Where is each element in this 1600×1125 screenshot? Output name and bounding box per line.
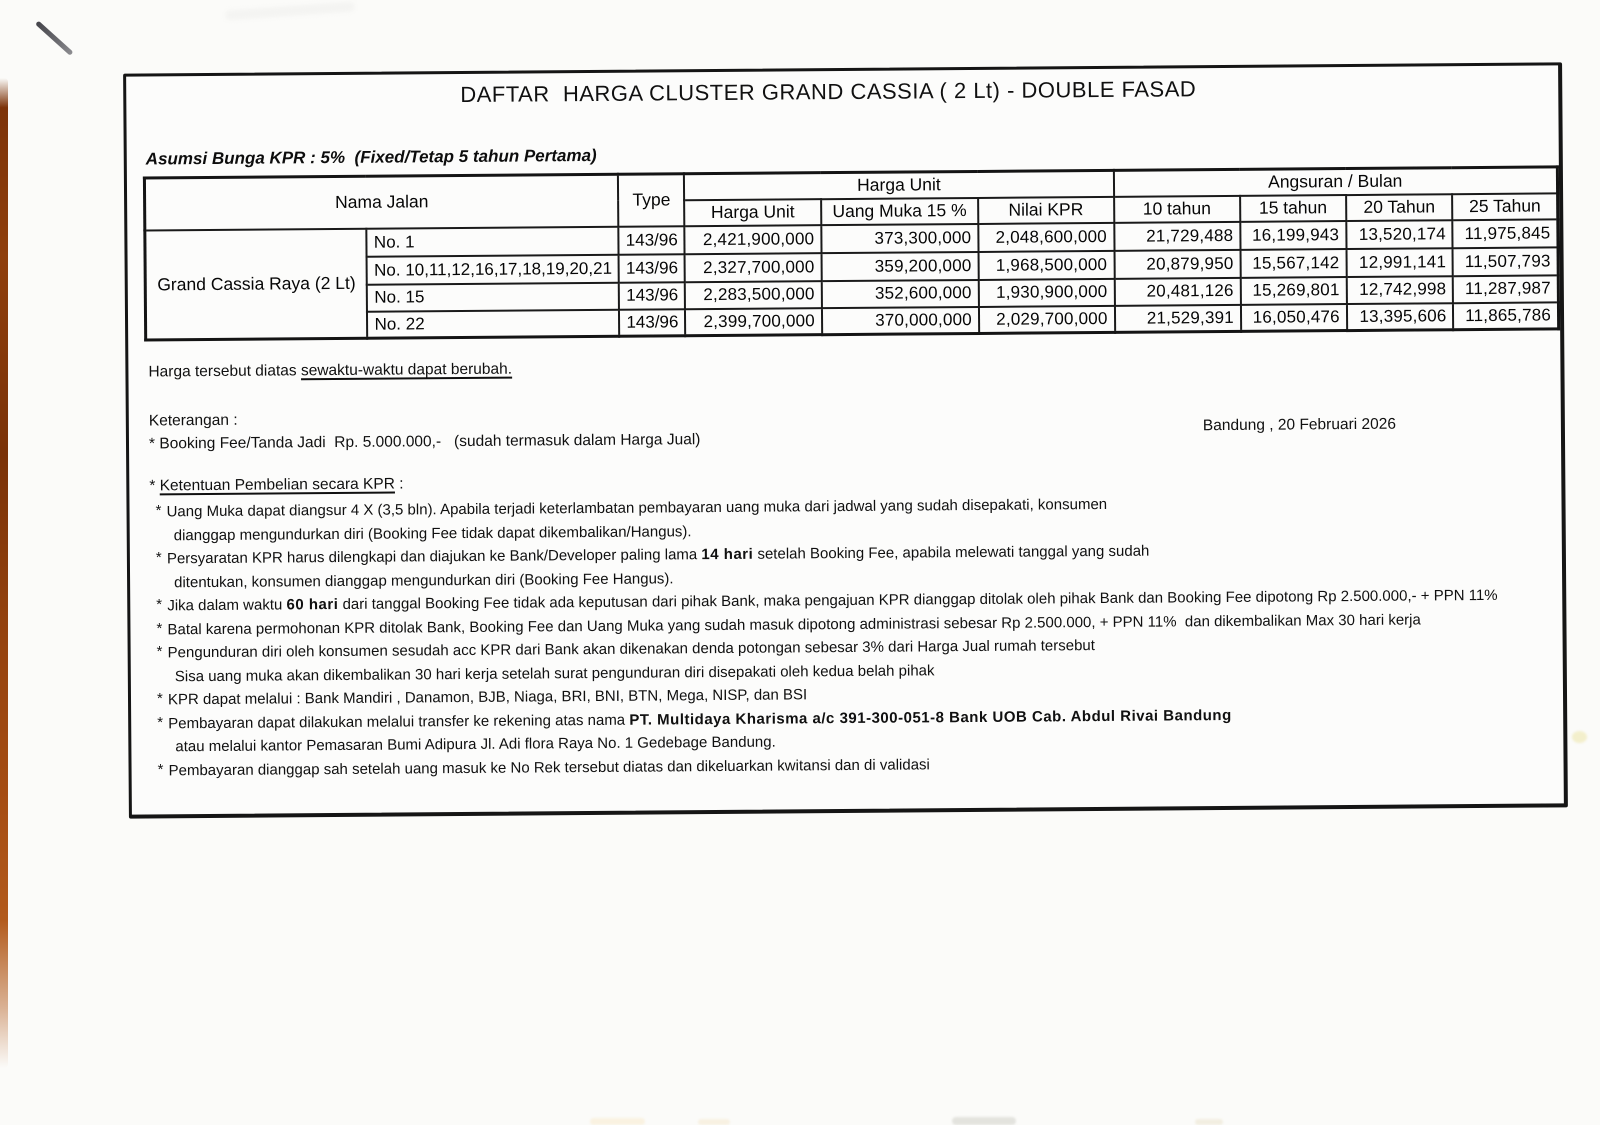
uang-muka-cell: 370,000,000: [822, 306, 979, 334]
kpr-terms-heading: [149, 475, 403, 495]
type-cell: 143/96: [619, 282, 685, 310]
angsuran-20th-cell: 13,395,606: [1347, 303, 1454, 331]
header-angsuran-group: Angsuran / Bulan: [1113, 167, 1557, 196]
kpr-term-line-continuation: ditentukan, konsumen dianggap mengundurkan diri (Booking Fee Hangus).: [174, 569, 674, 591]
angsuran-10th-cell: 20,481,126: [1114, 277, 1241, 305]
angsuran-15th-cell: 16,199,943: [1240, 221, 1346, 250]
angsuran-10th-cell: 20,879,950: [1114, 249, 1241, 278]
kpr-term-line: * Jika dalam waktu 60 hari dari tanggal Booking Fee tidak ada keputusan dari pihak Bank, maka pengajuan KPR dianggap ditolak oleh pihak Bank dan Booking Fee dipotong Rp 2.500.000,- + PPN 11%: [156, 586, 1498, 615]
scan-bottom-smudge: [952, 1117, 1016, 1125]
header-uang-muka: Uang Muka 15 %: [821, 197, 978, 224]
type-cell: 143/96: [619, 309, 685, 337]
nilai-kpr-cell: 1,930,900,000: [979, 278, 1115, 306]
document-title: DAFTAR HARGA CLUSTER GRAND CASSIA ( 2 Lt) - DOUBLE FASAD: [460, 76, 1197, 108]
scan-top-smudge: [225, 1, 355, 20]
city-date: Bandung , 20 Februari 2026: [1202, 415, 1396, 435]
header-harga-unit: Harga Unit: [684, 199, 821, 226]
angsuran-10th-cell: 21,529,391: [1114, 304, 1241, 332]
kpr-term-line: * KPR dapat melalui : Bank Mandiri , Danamon, BJB, Niaga, BRI, BNI, BTN, Mega, NISP, dan BSI: [156, 686, 808, 709]
kpr-term-line: * Pengunduran diri oleh konsumen sesudah acc KPR dari Bank akan dikenakan denda potongan sebesar 3% dari Harga Jual rumah tersebut: [156, 637, 1095, 662]
header-nama-jalan: Nama Jalan: [144, 174, 618, 230]
scan-bottom-smudge: [590, 1118, 645, 1125]
uang-muka-cell: 352,600,000: [822, 279, 979, 307]
street-cell: No. 22: [367, 309, 619, 338]
street-cell: No. 10,11,12,16,17,18,19,20,21: [367, 254, 619, 284]
kpr-term-line: * Pembayaran dapat dilakukan melalui transfer ke rekening atas nama PT. Multidaya Kharisma a/c 391-300-051-8 Bank UOB Cab. Abdul Rivai Bandung: [157, 706, 1232, 732]
harga-unit-cell: 2,283,500,000: [685, 281, 822, 309]
angsuran-15th-cell: 16,050,476: [1241, 304, 1347, 332]
harga-unit-cell: 2,421,900,000: [685, 225, 822, 254]
kpr-terms-star: *: [149, 477, 160, 495]
scan-bottom-smudge: [698, 1119, 730, 1125]
price-change-note-prefix: Harga tersebut diatas: [148, 362, 302, 381]
angsuran-25th-cell: 11,507,793: [1453, 247, 1558, 276]
street-cell: No. 1: [367, 226, 619, 256]
header-15-tahun: 15 tahun: [1240, 195, 1346, 222]
angsuran-15th-cell: 15,567,142: [1240, 249, 1346, 278]
document-frame: [123, 62, 1568, 818]
price-change-note-underlined: sewaktu-waktu dapat berubah.: [300, 360, 513, 380]
kpr-terms-list: [129, 489, 1551, 782]
type-cell: 143/96: [619, 254, 685, 283]
kpr-term-line: * Persyaratan KPR harus dilengkapi dan diajukan ke Bank/Developer paling lama 14 hari setelah Booking Fee, apabila melewati tanggal yang sudah: [155, 542, 1150, 568]
nilai-kpr-cell: 2,048,600,000: [978, 222, 1114, 251]
scan-right-dot: [1572, 731, 1587, 743]
kpr-term-line: * Uang Muka dapat diangsur 4 X (3,5 bln). Apabila terjadi keterlambatan pembayaran uang muka dari jadwal yang sudah disepakati, konsumen: [155, 495, 1108, 521]
header-harga-unit-group: Harga Unit: [684, 170, 1113, 199]
pen-stroke-mark: [35, 21, 73, 56]
keterangan-label: Keterangan :: [148, 411, 238, 430]
header-20-tahun: 20 Tahun: [1346, 194, 1453, 221]
header-25-tahun: 25 Tahun: [1453, 193, 1558, 220]
header-nilai-kpr: Nilai KPR: [978, 196, 1114, 223]
type-cell: 143/96: [619, 226, 685, 255]
scan-bottom-smudge: [1195, 1119, 1223, 1125]
harga-unit-cell: 2,399,700,000: [685, 308, 822, 336]
angsuran-25th-cell: 11,975,845: [1453, 219, 1558, 248]
uang-muka-cell: 359,200,000: [821, 251, 978, 280]
nilai-kpr-cell: 1,968,500,000: [978, 250, 1114, 279]
scan-left-edge-strip: [0, 78, 8, 1068]
header-type: Type: [618, 174, 684, 227]
price-table: [143, 165, 1560, 341]
kpr-terms-heading-text: Ketentuan Pembelian secara KPR: [159, 475, 395, 495]
street-cell: No. 15: [367, 282, 619, 311]
header-10-tahun: 10 tahun: [1114, 195, 1241, 222]
kpr-term-line: * Pembayaran dianggap sah setelah uang masuk ke No Rek tersebut diatas dan dikeluarkan kwitansi dan di validasi: [157, 755, 930, 779]
price-change-note: [148, 361, 512, 382]
booking-fee-note: * Booking Fee/Tanda Jadi Rp. 5.000.000,- (sudah termasuk dalam Harga Jual): [148, 431, 701, 453]
angsuran-10th-cell: 21,729,488: [1114, 221, 1241, 250]
angsuran-25th-cell: 11,865,786: [1453, 302, 1558, 330]
kpr-term-line-continuation: atau melalui kantor Pemasaran Bumi Adipura Jl. Adi flora Raya No. 1 Gedebage Bandung.: [175, 733, 776, 756]
angsuran-15th-cell: 15,269,801: [1241, 277, 1347, 305]
kpr-term-line-continuation: Sisa uang muka akan dikembalikan 30 hari kerja setelah surat pengunduran diri disepakati oleh kedua belah pihak: [174, 661, 935, 685]
nilai-kpr-cell: 2,029,700,000: [979, 305, 1115, 333]
angsuran-20th-cell: 13,520,174: [1346, 220, 1453, 249]
kpr-assumption-note: Asumsi Bunga KPR : 5% (Fixed/Tetap 5 tahun Pertama): [145, 145, 597, 169]
angsuran-25th-cell: 11,287,987: [1453, 275, 1558, 303]
kpr-terms-colon: :: [394, 475, 404, 493]
harga-unit-cell: 2,327,700,000: [685, 253, 822, 282]
kpr-term-line: * Batal karena permohonan KPR ditolak Bank, Booking Fee dan Uang Muka yang sudah masuk dipotong administrasi sebesar Rp 2.500.000, + PPN 11% dan dikembalikan Max 30 hari kerja: [156, 610, 1421, 638]
kpr-term-line-continuation: dianggap mengundurkan diri (Booking Fee tidak dapat dikembalikan/Hangus).: [173, 522, 692, 544]
angsuran-20th-cell: 12,991,141: [1346, 248, 1453, 277]
angsuran-20th-cell: 12,742,998: [1346, 276, 1453, 304]
uang-muka-cell: 373,300,000: [821, 223, 978, 252]
cluster-group-label: Grand Cassia Raya (2 Lt): [145, 228, 368, 340]
